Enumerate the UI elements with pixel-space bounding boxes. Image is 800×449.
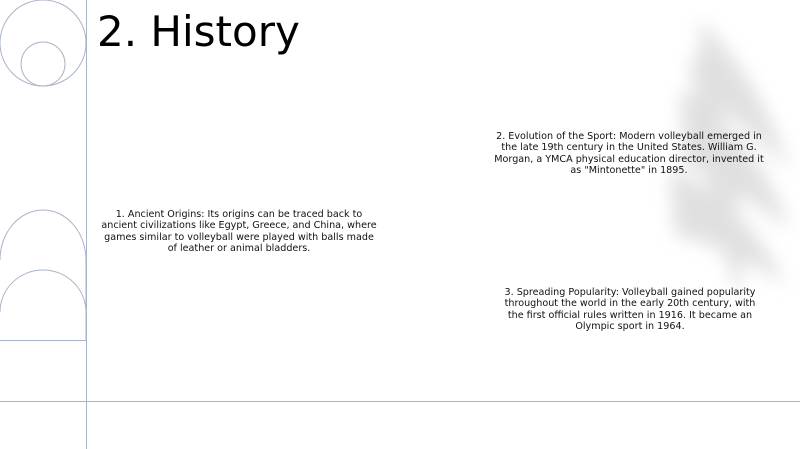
small-circle [21,42,65,86]
history-point-evolution: 2. Evolution of the Sport: Modern volleyball emerged in the late 19th century in the United States. William G. Morgan, a YMCA physical education director, invented it as "Mintonette" in 1895. [494,131,764,177]
upper-arch [0,210,86,340]
history-point-popularity: 3. Spreading Popularity: Volleyball gained popularity throughout the world in the early 20th century, with the first official rules written in 1916. It became an Olympic sport in 1964. [504,287,756,333]
history-point-ancient-origins: 1. Ancient Origins: Its origins can be traced back to ancient civilizations like Egypt, Greece, and China, where games similar to volleyball were played with balls made of leather or animal bladders. [101,209,377,255]
slide-title: 2. History [97,7,300,56]
large-circle [0,0,86,86]
lower-arch [0,270,86,312]
